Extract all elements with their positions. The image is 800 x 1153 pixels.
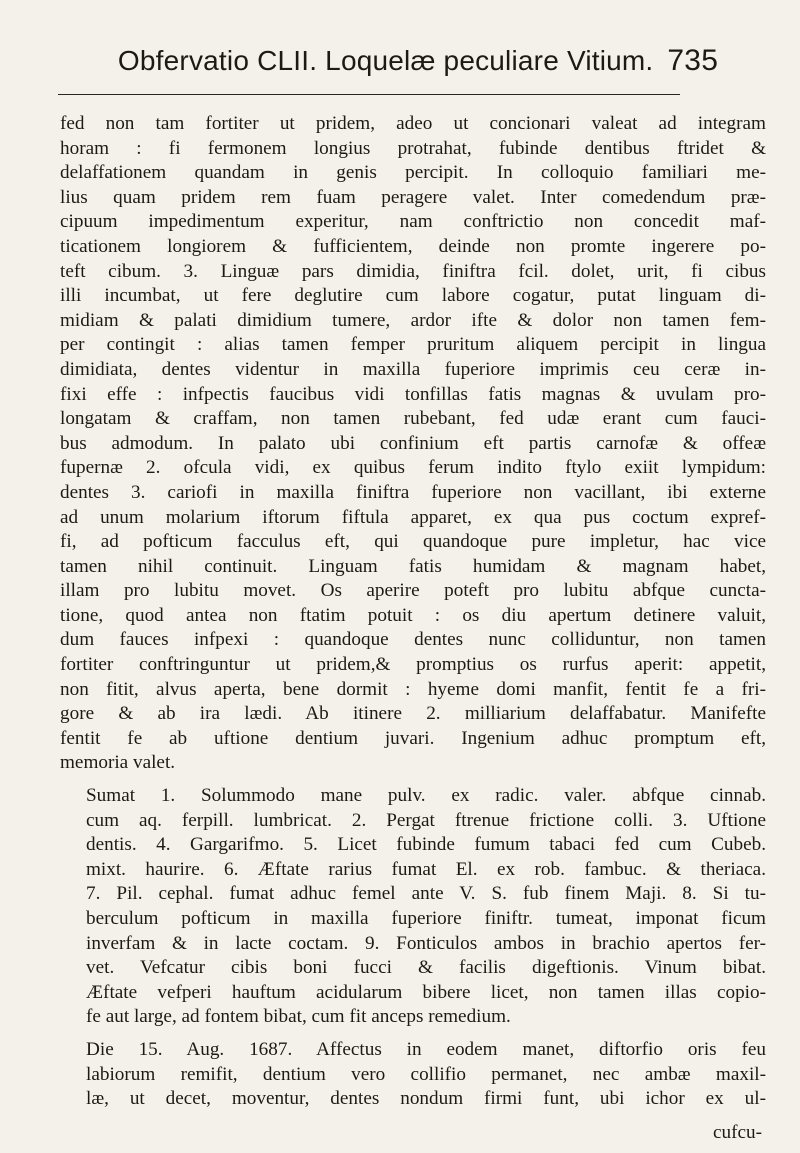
- text-line: fi, ad pofticum facculus eft, qui quandoque pure impletur, hac vice: [60, 531, 766, 553]
- text-line: labiorum remifit, dentium vero collifio permanet, nec ambæ maxil-: [86, 1063, 766, 1085]
- text-line: lius quam pridem rem fuam peragere valet. Inter comedendum præ-: [60, 186, 766, 208]
- text-line: Sumat 1. Solummodo mane pulv. ex radic. valer. abfque cinnab.: [86, 785, 766, 807]
- text-line: 7. Pil. cephal. fumat adhuc femel ante V. S. fub finem Maji. 8. Si tu-: [86, 883, 766, 905]
- text-line: non fitit, alvus aperta, bene dormit : hyeme domi manfit, fentit fe a fri-: [60, 678, 766, 700]
- text-line: berculum pofticum in maxilla fuperiore finiftr. tumeat, imponat ficum: [86, 908, 766, 929]
- text-line: midiam & palati dimidium tumere, ardor ifte & dolor non tamen fem-: [60, 309, 766, 331]
- text-body: [60, 112, 766, 1112]
- text-line: tione, quod antea non ftatim potuit : os diu apertum detinere valuit,: [60, 604, 766, 626]
- text-line: teft cibum. 3. Linguæ pars dimidia, finiftra fcil. dolet, urit, fi cibus: [60, 260, 766, 282]
- page-number: 735: [667, 44, 719, 77]
- text-line: inverfam & in lacte coctam. 9. Fonticulos ambos in brachio apertos fer-: [86, 932, 766, 954]
- text-line: fixi effe : infpectis faucibus vidi tonfillas fatis magnas & uvulam pro-: [60, 383, 766, 405]
- text-line: horam : fi fermonem longius protrahat, fubinde dentibus ftridet &: [60, 137, 766, 159]
- text-line: tamen nihil continuit. Linguam fatis humidam & magnam habet,: [60, 555, 766, 577]
- text-line: ad unum molarium iftorum fiftula apparet, ex qua pus coctum expref-: [60, 506, 766, 528]
- text-line: Æftate vefperi hauftum acidularum bibere licet, non tamen illas copio-: [86, 981, 766, 1003]
- text-line: bus admodum. In palato ubi confinium eft partis carnofæ & offeæ: [60, 432, 766, 454]
- header-rule: [58, 94, 680, 95]
- paragraph-prescription: [60, 784, 766, 1030]
- text-line: ticationem longiorem & fufficientem, deinde non promte ingerere po-: [60, 235, 766, 257]
- text-line: læ, ut decet, moventur, dentes nondum firmi funt, ubi ichor ex ul-: [86, 1088, 766, 1110]
- text-line: delaffationem quandam in genis percipit. In colloquio familiari me-: [60, 162, 766, 184]
- text-line: dentes 3. cariofi in maxilla finiftra fuperiore non vacillant, ibi externe: [60, 481, 766, 503]
- text-line: gore & ab ira lædi. Ab itinere 2. milliarium delaffabatur. Manifefte: [60, 703, 766, 725]
- text-line: dimidiata, dentes videntur in maxilla fuperiore imprimis ceu ceræ in-: [60, 358, 766, 380]
- text-line: dum fauces infpexi : quandoque dentes nunc colliduntur, non tamen: [60, 629, 766, 651]
- text-line: cipuum impedimentum experitur, nam conftrictio non concedit maf-: [60, 211, 766, 233]
- text-line: fed non tam fortiter ut pridem, adeo ut concionari valeat ad integram: [60, 113, 766, 134]
- text-line: vet. Vefcatur cibis boni fucci & facilis digeftionis. Vinum bibat.: [86, 957, 766, 979]
- paragraph-observation: [60, 112, 766, 776]
- text-line: memoria valet.: [60, 752, 176, 774]
- text-line: Die 15. Aug. 1687. Affectus in eodem manet, diftorfio oris feu: [86, 1038, 766, 1060]
- text-line: per contingit : alias tamen femper pruritum aliquem percipit in lingua: [60, 334, 766, 356]
- paragraph-followup: [60, 1038, 766, 1112]
- text-line: fentit fe ab uftione dentium juvari. Ingenium adhuc promptum eft,: [60, 727, 766, 749]
- text-line: fe aut large, ad fontem bibat, cum fit anceps remedium.: [86, 1006, 511, 1028]
- header-title: Obfervatio CLII. Loquelæ peculiare Vitium.: [117, 45, 654, 76]
- text-line: longatam & craffam, non tamen rubebant, fed udæ erant cum fauci-: [60, 408, 766, 430]
- text-line: fortiter conftringuntur ut pridem,& promptius os rurfus aperit: appetit,: [60, 654, 766, 676]
- text-line: mixt. haurire. 6. Æftate rarius fumat El. ex rob. fambuc. & theriaca.: [86, 858, 766, 880]
- text-line: dentis. 4. Gargarifmo. 5. Licet fubinde fumum tabaci fed cum Cubeb.: [86, 834, 766, 856]
- text-line: illi incumbat, ut fere deglutire cum labore cogatur, putat linguam di-: [60, 285, 766, 307]
- running-header: [58, 44, 778, 94]
- text-line: illam pro lubitu movet. Os aperire poteft pro lubitu abfque cuncta-: [60, 580, 766, 602]
- text-line: cum aq. ferpill. lumbricat. 2. Pergat ftrenue frictione colli. 3. Uftione: [86, 809, 766, 831]
- catchword: cufcu-: [713, 1122, 762, 1143]
- text-line: fupernæ 2. ofcula vidi, ex quibus ferum indito ftylo exiit lympidum:: [60, 457, 766, 479]
